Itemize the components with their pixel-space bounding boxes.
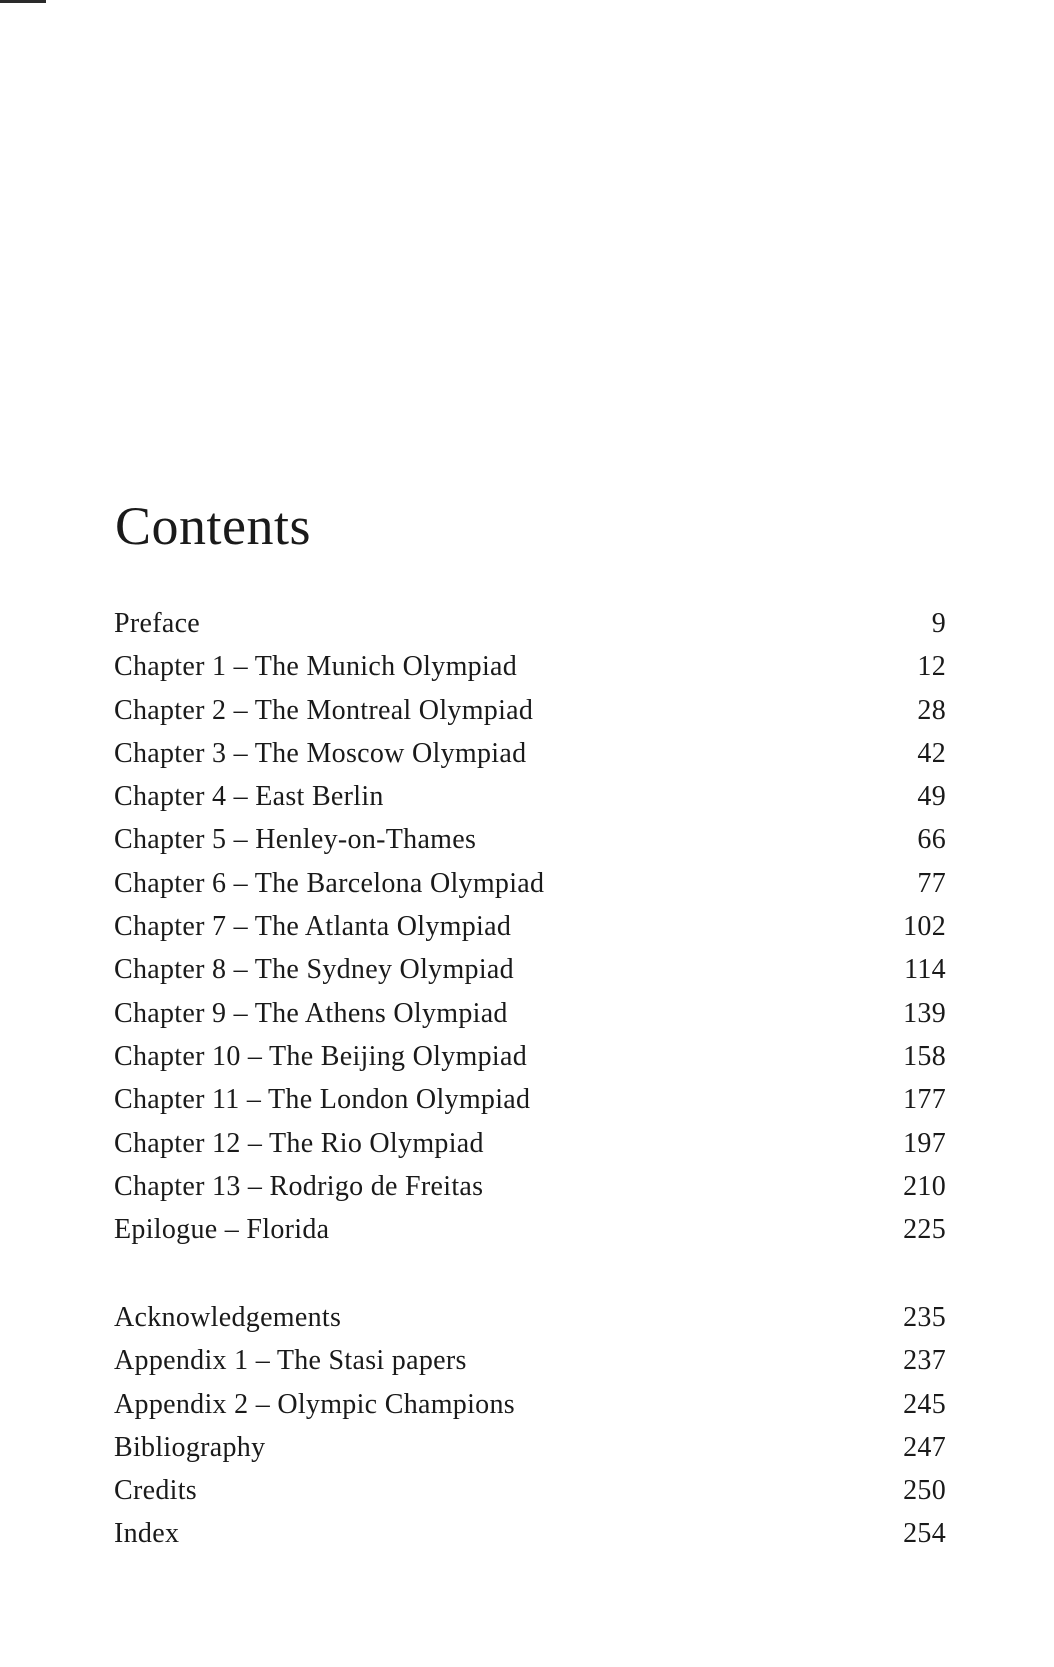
- toc-entry-index: [114, 1512, 946, 1555]
- toc-entry-page: 247: [903, 1431, 946, 1463]
- toc-main-list: [114, 602, 946, 1251]
- scan-edge-mark: [0, 0, 46, 3]
- toc-entry-acknowledgements: [114, 1296, 946, 1339]
- toc-back-matter-list: [114, 1296, 946, 1556]
- toc-entry-page: 225: [903, 1214, 946, 1246]
- toc-entry-label: Chapter 12 – The Rio Olympiad: [114, 1127, 484, 1159]
- toc-entry-page: 254: [903, 1518, 946, 1550]
- toc-entry-label: Index: [114, 1518, 180, 1550]
- toc-entry-credits: [114, 1469, 946, 1512]
- toc-entry-label: Appendix 2 – Olympic Champions: [114, 1388, 515, 1420]
- toc-entry-label: Chapter 2 – The Montreal Olympiad: [114, 694, 534, 726]
- toc-entry-label: Bibliography: [114, 1431, 266, 1463]
- toc-entry-label: Appendix 1 – The Stasi papers: [114, 1345, 467, 1377]
- toc-entry-page: 49: [917, 781, 946, 813]
- toc-entry-epilogue: [114, 1208, 946, 1251]
- toc-entry-chapter-6: [114, 862, 946, 905]
- toc-entry-page: 235: [903, 1302, 946, 1333]
- toc-entry-page: 197: [903, 1127, 946, 1159]
- toc-entry-chapter-9: [114, 992, 946, 1035]
- toc-entry-label: Chapter 13 – Rodrigo de Freitas: [114, 1170, 484, 1202]
- toc-entry-label: Epilogue – Florida: [114, 1214, 330, 1246]
- toc-entry-page: 245: [903, 1388, 946, 1420]
- toc-entry-chapter-13: [114, 1165, 946, 1208]
- toc-entry-label: Chapter 9 – The Athens Olympiad: [114, 997, 508, 1029]
- toc-entry-label: Chapter 3 – The Moscow Olympiad: [114, 737, 527, 769]
- toc-entry-page: 66: [917, 824, 946, 856]
- toc-entry-page: 177: [903, 1084, 946, 1116]
- toc-entry-label: Chapter 6 – The Barcelona Olympiad: [114, 867, 545, 899]
- toc-entry-page: 12: [917, 651, 946, 683]
- toc-entry-chapter-10: [114, 1035, 946, 1078]
- toc-entry-label: Chapter 10 – The Beijing Olympiad: [114, 1040, 527, 1072]
- toc-entry-page: 28: [917, 694, 946, 726]
- toc-entry-chapter-5: [114, 818, 946, 861]
- toc-entry-page: 158: [903, 1040, 946, 1072]
- toc-entry-label: Chapter 5 – Henley-on-Thames: [114, 824, 477, 856]
- toc-entry-page: 210: [903, 1170, 946, 1202]
- toc-entry-page: 42: [917, 737, 946, 769]
- toc-entry-chapter-7: [114, 905, 946, 948]
- toc-entry-label: Acknowledgements: [114, 1302, 342, 1333]
- toc-entry-label: Chapter 7 – The Atlanta Olympiad: [114, 911, 512, 943]
- page-title: Contents: [115, 496, 312, 556]
- toc-entry-preface: [114, 602, 946, 645]
- toc-entry-label: Chapter 4 – East Berlin: [114, 781, 384, 813]
- toc-entry-chapter-12: [114, 1122, 946, 1165]
- toc-entry-page: 114: [904, 954, 946, 986]
- toc-entry-chapter-3: [114, 732, 946, 775]
- toc-entry-label: Chapter 11 – The London Olympiad: [114, 1084, 531, 1116]
- toc-entry-label: Chapter 1 – The Munich Olympiad: [114, 651, 518, 683]
- toc-entry-chapter-4: [114, 775, 946, 818]
- toc-entry-label: Chapter 8 – The Sydney Olympiad: [114, 954, 514, 986]
- toc-entry-appendix-2: [114, 1383, 946, 1426]
- toc-entry-label: Preface: [114, 608, 201, 639]
- toc-entry-chapter-2: [114, 689, 946, 732]
- toc-entry-page: 9: [931, 608, 946, 639]
- toc-entry-page: 237: [903, 1345, 946, 1377]
- toc-entry-label: Credits: [114, 1475, 197, 1507]
- toc-entry-page: 102: [903, 911, 946, 943]
- toc-entry-chapter-1: [114, 645, 946, 688]
- toc-entry-page: 139: [903, 997, 946, 1029]
- toc-entry-chapter-8: [114, 948, 946, 991]
- toc-entry-bibliography: [114, 1426, 946, 1469]
- toc-entry-appendix-1: [114, 1339, 946, 1382]
- toc-entry-page: 77: [917, 867, 946, 899]
- toc-entry-page: 250: [903, 1475, 946, 1507]
- toc-entry-chapter-11: [114, 1078, 946, 1121]
